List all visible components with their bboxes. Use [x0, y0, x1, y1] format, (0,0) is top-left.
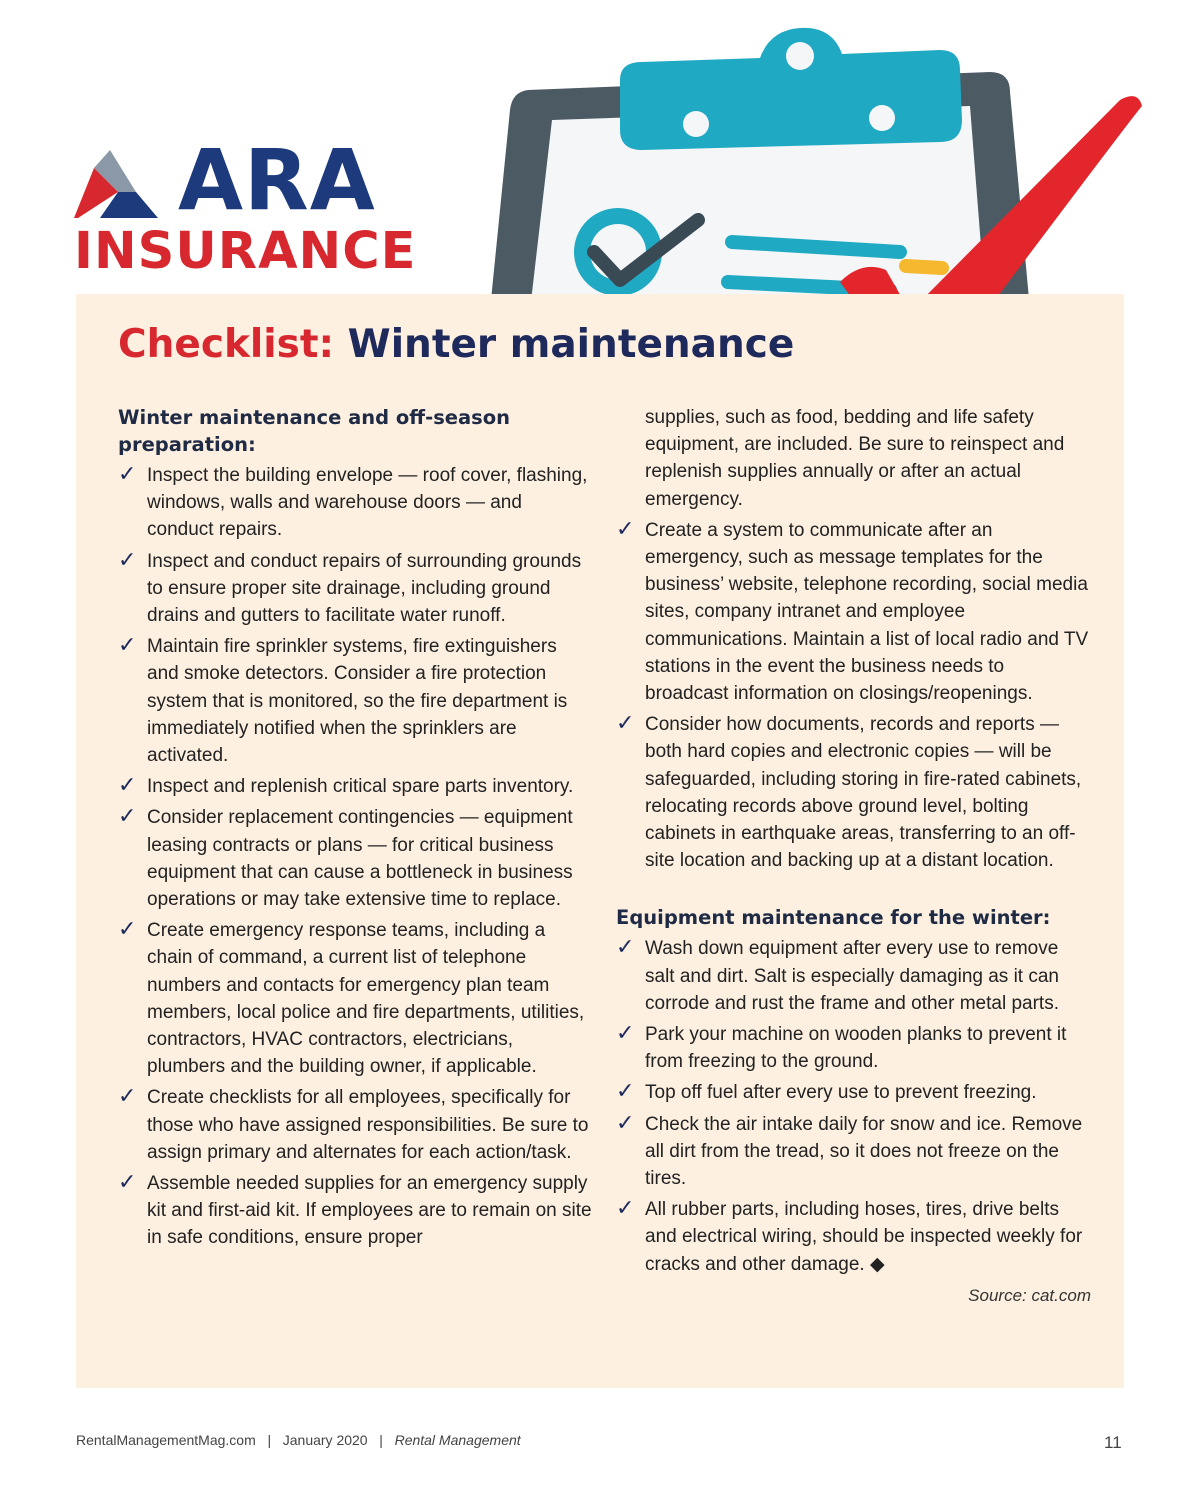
logo-ara-text: ARA [178, 131, 376, 229]
list-item: ✓ Check the air intake daily for snow and ice. Remove all dirt from the tread, so it does not freeze on the tires. [616, 1110, 1083, 1190]
page-footer [76, 1432, 521, 1448]
list-item: ✓ Create checklists for all employees, specifically for those who have assigned responsibilities. Be sure to assign primary and alternates for each action/task. [118, 1084, 589, 1163]
title-main: Winter maintenance [347, 322, 795, 367]
check-icon: ✓ [616, 1079, 635, 1105]
ara-insurance-logo [74, 131, 439, 283]
check-icon: ✓ [616, 935, 635, 961]
check-icon: ✓ [118, 917, 137, 943]
list-item: ✓ Create a system to communicate after an emergency, such as message templates for the business’ website, telephone recording, social media sites, company intranet and employee communications. Maintain a list of local radio and TV stations in the event the business needs to broadcast information on closings/reopenings. [616, 516, 1089, 705]
list-item: ✓ Maintain fire sprinkler systems, fire extinguishers and smoke detectors. Consider a fire protection system that is monitored, so the fire department is immediately notified when the sprinklers are activated. [118, 633, 568, 767]
check-icon: ✓ [118, 633, 137, 659]
checklist-winter-maintenance [118, 462, 593, 1252]
continued-text: supplies, such as food, bedding and life safety equipment, are included. Be sure to reinspect and replenish supplies annually or after an actual emergency. [645, 407, 1065, 510]
page-number: 11 [1104, 1433, 1122, 1452]
title-prefix: Checklist: [118, 322, 335, 367]
list-item: ✓ Inspect and conduct repairs of surrounding grounds to ensure proper site drainage, including ground drains and gutters to facilitate water runoff. [118, 547, 582, 627]
footer-date: January 2020 [282, 1432, 368, 1448]
list-item: ✓ Assemble needed supplies for an emergency supply kit and first-aid kit. If employees are to remain on site in safe conditions, ensure proper [118, 1170, 592, 1249]
check-icon: ✓ [118, 804, 137, 830]
footer-site-link[interactable]: RentalManagementMag.com [76, 1432, 256, 1448]
checklist-continued [616, 517, 1091, 875]
check-icon: ✓ [118, 547, 137, 573]
check-icon: ✓ [118, 1084, 137, 1110]
list-item: ✓ Consider how documents, records and reports — both hard copies and electronic copies — will be safeguarded, including storing in fire-rated cabinets, relocating records above ground level, bolting cabinets in earthquake areas, transferring to an off-site location and backing up at a distant location. [616, 711, 1082, 872]
list-item: ✓ All rubber parts, including hoses, tires, drive belts and electrical wiring, should be inspected weekly for cracks and other damage. ◆ [616, 1196, 1083, 1275]
footer-separator: | [379, 1432, 383, 1448]
source-credit: Source: cat.com [968, 1285, 1091, 1305]
right-column [616, 404, 1091, 1309]
list-item: ✓ Wash down equipment after every use to remove salt and dirt. Salt is especially damaging as it can corrode and rust the frame and other metal parts. [616, 935, 1059, 1014]
check-icon: ✓ [118, 462, 137, 487]
check-icon: ✓ [616, 711, 635, 737]
check-icon: ✓ [616, 516, 635, 542]
list-item: ✓ Consider replacement contingencies — equipment leasing contracts or plans — for critical business equipment that can cause a bottleneck in business operations or may take extensive time to replace. [118, 804, 573, 911]
left-column [118, 404, 593, 1256]
logo-triangle-icon [74, 150, 158, 220]
footer-separator: | [267, 1432, 272, 1448]
clipboard-icon [490, 28, 1030, 310]
check-icon: ✓ [118, 1170, 137, 1196]
section-heading-winter-maintenance: Winter maintenance and off-season preparation: [118, 406, 511, 456]
page-title [118, 322, 794, 369]
logo-insurance-text: INSURANCE [74, 222, 417, 281]
list-item: ✓ Create emergency response teams, including a chain of command, a current list of telephone numbers and contacts for emergency plan team members, local police and fire departments, utilities, contractors, HVAC contractors, electricians, plumbers and the building owner, if applicable. [118, 917, 585, 1078]
check-icon: ✓ [118, 773, 137, 799]
list-item: ✓ Inspect the building envelope — roof cover, flashing, windows, walls and warehouse doors — and conduct repairs. [118, 462, 588, 541]
section-heading-equipment-maintenance: Equipment maintenance for the winter: [616, 906, 1051, 930]
list-item: ✓ Park your machine on wooden planks to prevent it from freezing to the ground. [616, 1021, 1067, 1073]
checklist-equipment-maintenance [616, 935, 1091, 1277]
check-icon: ✓ [616, 1021, 635, 1047]
list-item: ✓ Top off fuel after every use to prevent freezing. [616, 1079, 1037, 1105]
check-icon: ✓ [616, 1110, 635, 1136]
footer-publication: Rental Management [394, 1432, 521, 1448]
check-icon: ✓ [616, 1196, 635, 1222]
list-item: ✓ Inspect and replenish critical spare parts inventory. [118, 773, 574, 799]
